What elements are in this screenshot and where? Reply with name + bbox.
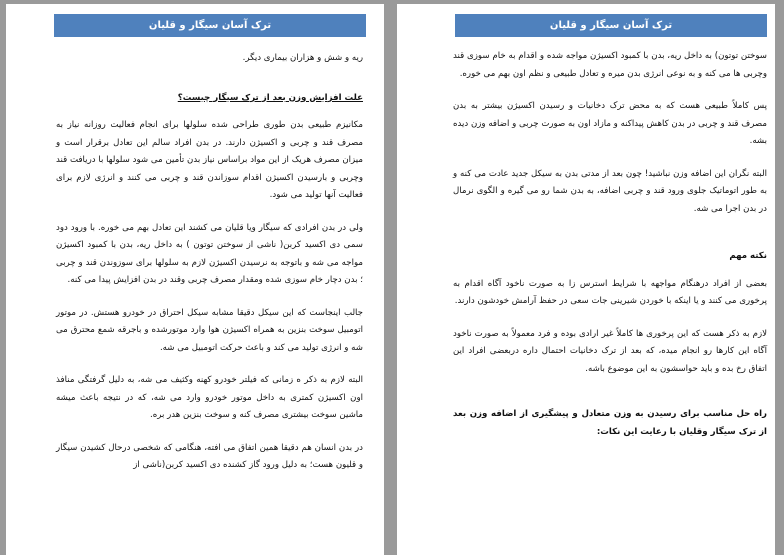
- section-heading: علت افزایش وزن بعد از ترک سیگار چیست؟: [177, 92, 363, 103]
- paragraph: سوختن توتون) به داخل ریه، بدن با کمبود اکسیژن مواجه شده و اقدام به خام سوزی قند وچربی ها می کنه و به نوعی انرژی بدن میره و تعادل طبیعی و نظم اون بهم می خوره.: [453, 51, 767, 79]
- page-header-title: ترک آسان سیگار و قلیان: [148, 20, 272, 31]
- paragraph: بعضی از افراد درهنگام مواجهه با شرایط استرس زا به صورت ناخود آگاه اقدام به پرخوری می کنند و یا اینکه با خوردن شیرینی جات سعی در حفظ آرامش خودشون دارند.: [453, 278, 767, 306]
- paragraph: مکانیزم طبیعی بدن طوری طراحی شده سلولها برای انجام فعالیت روزانه نیاز به مصرف قند و چربی و اکسیژن دارند. در بدن افراد سالم این تعادل برقرار است و میزان مصرف هریک از این مواد براساس نیاز بدن تأمین می شود سلولها با دریافت قند وچربی و بارسیدن اکسیژن اقدام سوزاندن قند و چربی می کنند و انرژی لازم برای فعالیت آنها تولید می شود.: [56, 120, 363, 200]
- page-header: [455, 14, 767, 37]
- page-header-title: ترک آسان سیگار و قلیان: [549, 20, 673, 31]
- paragraph: ولی در بدن افرادی که سیگار ویا قلیان می کشند این تعادل بهم می خوره. با ورود دود سمی دی اکسید کربن( ناشی از سوختن توتون ) به داخل ریه، بدن با کمبود اکسیژن مواجه می شه و باتوجه به نرسیدن اکسیژن لازم به سلولها برای سوزوندن قند و چربی ؛ بدن دچار خام سوزی شده ومقدار مصرف چربی وقند در بدن افزایش پیدا می کنه.: [56, 222, 363, 285]
- page-body: [453, 48, 767, 451]
- paragraph: ریه و شش و هزاران بیماری دیگر.: [242, 53, 363, 63]
- paragraph: البته لازم به ذکر ه زمانی که فیلتر خودرو کهنه وکثیف می شه، به دلیل گرفتگی منافذ اون اکسیژن کمتری به داخل موتور خودرو وارد می شه، که در نتیجه باعث میشه ماشین سوخت بیشتری مصرف کنه و سوخت بنزین هدر بره.: [56, 375, 363, 420]
- page-header: [54, 14, 366, 37]
- page-body: [56, 50, 363, 490]
- paragraph: جالب اینجاست که این سیکل دقیقا مشابه سیکل احتراق در خودرو هستش. در موتور اتومبیل سوخت بنزین به همراه اکسیژن هوا وارد موتورشده و باجرقه شمع محترق می شه و انرژی تولید می کند و باعث حرکت اتومبیل می شه.: [56, 307, 363, 353]
- document-page-left: [6, 4, 384, 555]
- solution-heading: راه حل مناسب برای رسیدن به وزن متعادل و پیشگیری از اضافه وزن بعد از ترک سیگار وقلیان با رعایت این نکات:: [453, 409, 767, 437]
- note-heading: نکته مهم: [729, 251, 767, 261]
- document-page-right: [397, 4, 775, 555]
- paragraph: البته نگران این اضافه وزن نباشید! چون بعد از مدتی بدن به سیکل جدید عادت می کنه و به طور اتوماتیک جلوی ورود قند و چربی اضافه، به بدن شما رو می گیره و الگوی نرمال در بدن اجرا می شه.: [453, 168, 767, 214]
- paragraph: پس کاملاً طبیعی هست که به محض ترک دخانیات و رسیدن اکسیژن بیشتر به بدن مصرف قند و چربی در بدن کاهش پیداکنه و مازاد اون به صورت چربی و اضافه وزن دیده بشه.: [453, 101, 767, 146]
- paragraph: لازم به ذکر هست که این پرخوری ها کاملاً غیر ارادی بوده و فرد معمولاً به صورت ناخود آگاه این کارها رو انجام میده، که بعد از ترک دخانیات احتمال داره دربعضی افراد این اتفاق رخ بده و باید حواسشون به این موضوع باشه.: [453, 328, 767, 374]
- paragraph: در بدن انسان هم دقیقا همین اتفاق می افته، هنگامی که شخصی درحال کشیدن سیگار و قلیون هست؛ به دلیل ورود گاز کشنده دی اکسید کربن(ناشی از: [56, 442, 363, 470]
